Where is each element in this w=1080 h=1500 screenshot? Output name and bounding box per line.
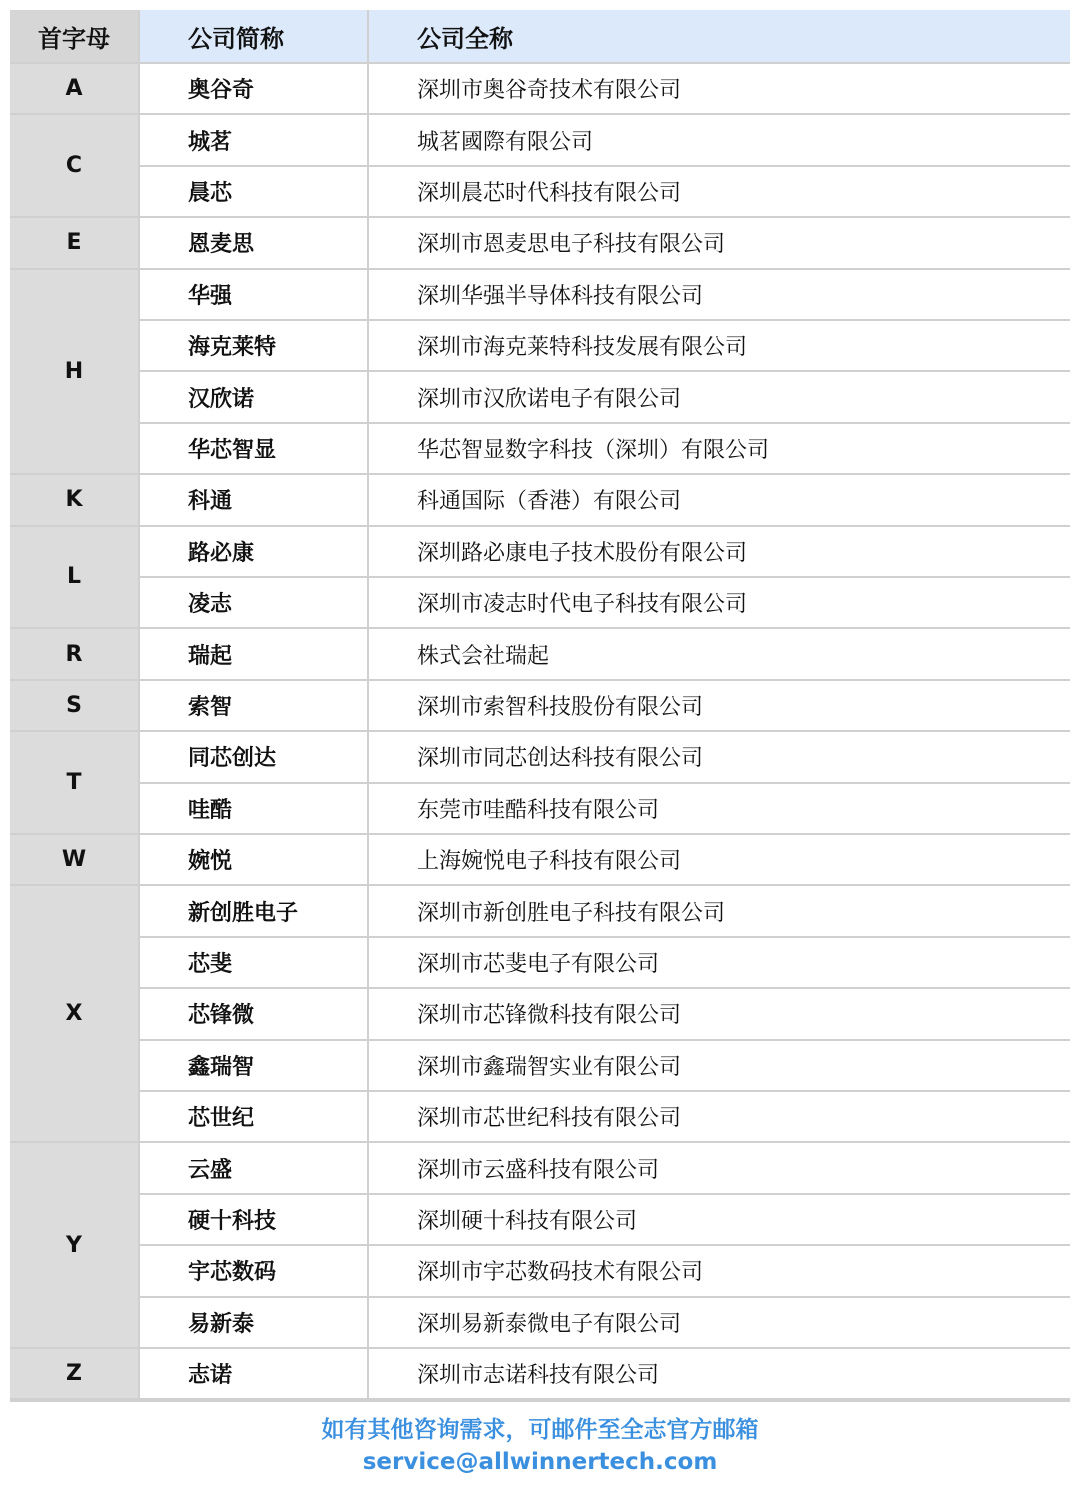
full-name-cell [369,784,1070,833]
full-name: 深圳市同芯创达科技有限公司 [417,746,704,772]
short-name-cell [140,1092,367,1141]
letter-cell [10,64,138,113]
short-name: 凌志 [188,592,233,618]
short-name: 奥谷奇 [188,78,255,104]
short-name-cell [140,1195,367,1244]
short-name: 海克莱特 [188,335,277,361]
letter-cell [10,115,138,216]
full-name: 深圳市云盛科技有限公司 [417,1157,660,1183]
full-name: 深圳市芯锋微科技有限公司 [417,1003,682,1029]
full-name-cell [369,1246,1070,1295]
short-name-cell [140,1349,367,1398]
full-name: 深圳市海克莱特科技发展有限公司 [417,335,748,361]
short-name: 科通 [188,489,233,515]
header-letter [10,10,138,62]
letter-text: R [65,641,83,667]
short-name: 索智 [188,694,233,720]
short-name-cell [140,424,367,473]
full-name-cell [369,835,1070,884]
header-letter-text: 首字母 [38,24,110,53]
letter-cell [10,835,138,884]
full-name-cell [369,732,1070,781]
full-name: 深圳晨芯时代科技有限公司 [417,180,682,206]
short-name-cell [140,1246,367,1295]
header-short-name [140,10,367,62]
full-name-cell [369,527,1070,576]
full-name-cell [369,1298,1070,1347]
short-name-cell [140,321,367,370]
full-name-cell [369,681,1070,730]
full-name: 城茗國際有限公司 [417,129,594,155]
full-name: 深圳市凌志时代电子科技有限公司 [417,592,748,618]
letter-text: Z [66,1361,82,1387]
letter-cell [10,1143,138,1347]
full-name-cell [369,938,1070,987]
short-name: 汉欣诺 [188,386,255,412]
short-name-cell [140,681,367,730]
short-name-cell [140,1041,367,1090]
short-name: 易新泰 [188,1311,255,1337]
letter-text: T [66,770,82,796]
full-name-cell [369,886,1070,935]
contact-email[interactable]: service@allwinnertech.com [362,1449,718,1475]
short-name: 城茗 [188,129,233,155]
short-name: 云盛 [188,1157,233,1183]
letter-text: K [65,487,83,513]
short-name-cell [140,167,367,216]
full-name: 深圳华强半导体科技有限公司 [417,283,704,309]
full-name: 深圳市芯斐电子有限公司 [417,951,660,977]
letter-text: L [66,564,82,590]
short-name: 瑞起 [188,643,233,669]
full-name-cell [369,424,1070,473]
short-name: 晨芯 [188,180,233,206]
short-name: 芯斐 [188,951,233,977]
letter-text: E [66,230,82,256]
header-full-name [369,10,1070,62]
letter-cell [10,681,138,730]
full-name-cell [369,989,1070,1038]
full-name-cell [369,1195,1070,1244]
full-name: 深圳市奥谷奇技术有限公司 [417,78,682,104]
short-name: 芯世纪 [188,1106,255,1132]
full-name: 株式会社瑞起 [417,643,550,669]
short-name-cell [140,527,367,576]
short-name-cell [140,1143,367,1192]
contact-note: 如有其他咨询需求，可邮件至全志官方邮箱 [321,1417,759,1443]
short-name: 华芯智显 [188,437,277,463]
short-name-cell [140,989,367,1038]
full-name: 深圳市新创胜电子科技有限公司 [417,900,726,926]
full-name: 深圳市宇芯数码技术有限公司 [417,1260,704,1286]
short-name: 新创胜电子 [188,900,299,926]
short-name: 华强 [188,283,233,309]
short-name-cell [140,270,367,319]
full-name-cell [369,629,1070,678]
full-name-cell [369,1143,1070,1192]
header-short-name-text: 公司简称 [188,24,284,53]
short-name: 志诺 [188,1363,233,1389]
short-name: 硬十科技 [188,1208,277,1234]
company-table [10,10,1070,1402]
full-name: 东莞市哇酷科技有限公司 [417,797,660,823]
full-name: 深圳市鑫瑞智实业有限公司 [417,1054,682,1080]
short-name-cell [140,1298,367,1347]
short-name-cell [140,835,367,884]
full-name-cell [369,64,1070,113]
header-full-name-text: 公司全称 [417,24,513,53]
short-name: 婉悦 [188,849,233,875]
letter-text: C [65,153,83,179]
short-name: 鑫瑞智 [188,1054,255,1080]
full-name-cell [369,475,1070,524]
full-name-cell [369,115,1070,164]
letter-cell [10,475,138,524]
full-name: 上海婉悦电子科技有限公司 [417,849,682,875]
full-name-cell [369,1349,1070,1398]
short-name: 路必康 [188,540,255,566]
short-name: 芯锋微 [188,1003,255,1029]
short-name-cell [140,938,367,987]
full-name: 深圳易新泰微电子有限公司 [417,1311,682,1337]
full-name: 深圳市芯世纪科技有限公司 [417,1106,682,1132]
full-name-cell [369,1041,1070,1090]
full-name: 深圳市志诺科技有限公司 [417,1363,660,1389]
full-name-cell [369,578,1070,627]
short-name-cell [140,218,367,267]
full-name: 深圳市恩麦思电子科技有限公司 [417,232,726,258]
short-name: 同芯创达 [188,746,277,772]
full-name: 深圳硬十科技有限公司 [417,1208,638,1234]
short-name-cell [140,629,367,678]
full-name: 科通国际（香港）有限公司 [417,489,682,515]
letter-cell [10,886,138,1141]
letter-cell [10,527,138,628]
full-name-cell [369,270,1070,319]
full-name: 深圳市汉欣诺电子有限公司 [417,386,682,412]
short-name-cell [140,372,367,421]
short-name-cell [140,64,367,113]
short-name-cell [140,886,367,935]
letter-text: X [65,1001,83,1027]
full-name: 深圳路必康电子技术股份有限公司 [417,540,748,566]
short-name: 恩麦思 [188,232,255,258]
full-name-cell [369,321,1070,370]
full-name-cell [369,167,1070,216]
short-name-cell [140,784,367,833]
short-name-cell [140,475,367,524]
letter-text: Y [66,1232,82,1258]
contact-footer [0,1414,1080,1478]
letter-cell [10,218,138,267]
short-name: 哇酷 [188,797,233,823]
letter-text: H [64,358,84,384]
letter-text: W [61,847,87,873]
full-name-cell [369,1092,1070,1141]
letter-cell [10,270,138,474]
letter-cell [10,732,138,833]
letter-text: S [66,692,82,718]
full-name-cell [369,218,1070,267]
letter-text: A [65,76,83,102]
short-name-cell [140,732,367,781]
short-name: 宇芯数码 [188,1260,277,1286]
letter-cell [10,629,138,678]
full-name: 深圳市索智科技股份有限公司 [417,694,704,720]
short-name-cell [140,115,367,164]
full-name: 华芯智显数字科技（深圳）有限公司 [417,437,770,463]
letter-cell [10,1349,138,1398]
full-name-cell [369,372,1070,421]
short-name-cell [140,578,367,627]
